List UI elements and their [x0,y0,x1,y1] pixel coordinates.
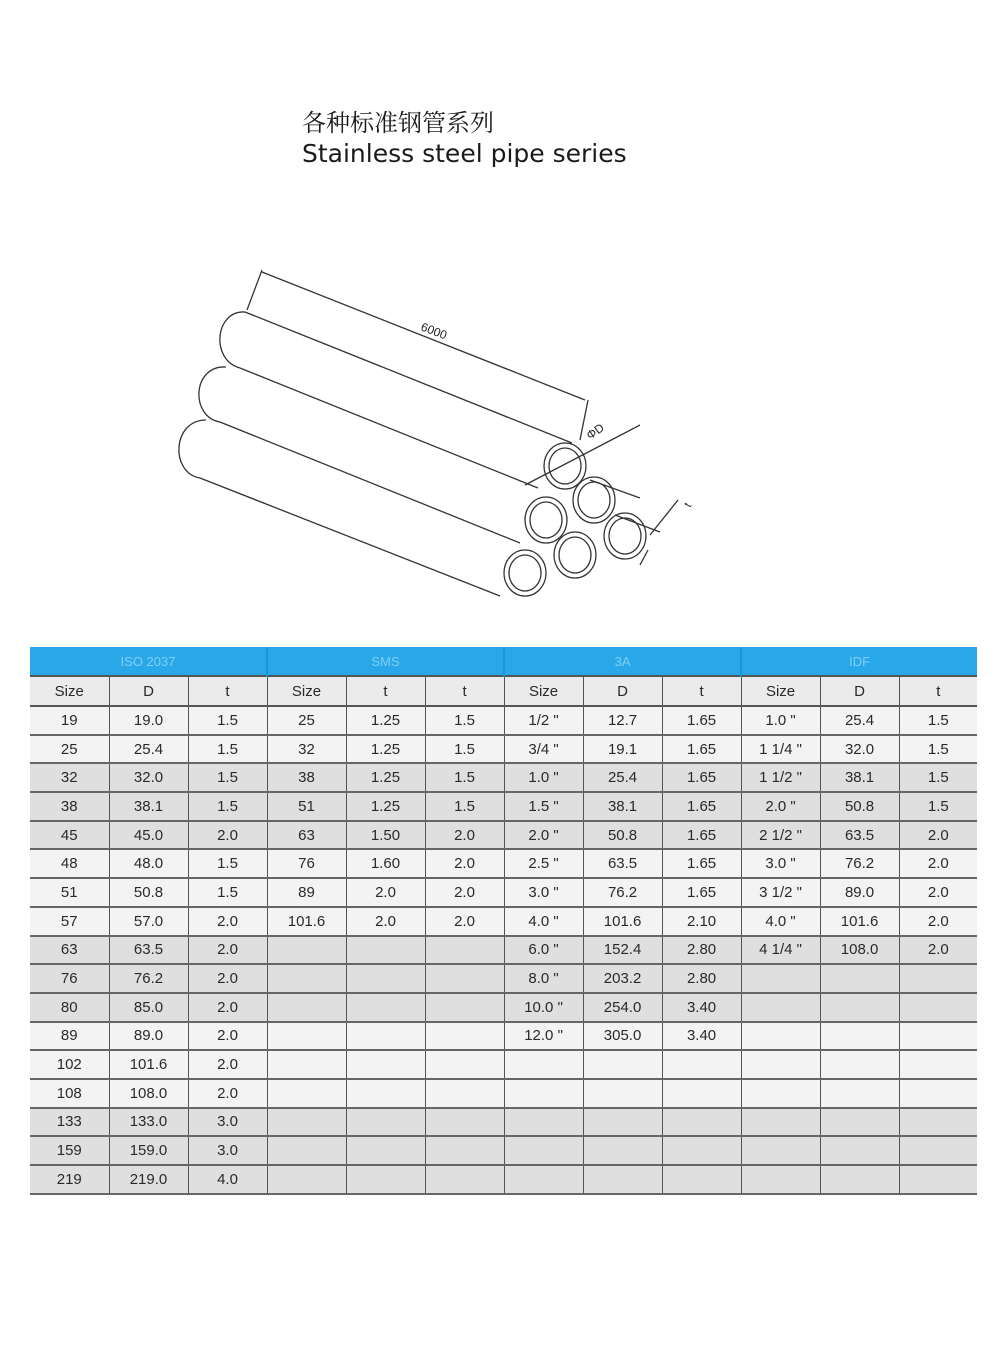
table-cell: 48.0 [109,849,188,878]
table-cell: 1.5 [188,763,267,792]
table-row [30,907,977,936]
table-cell: 50.8 [583,821,662,850]
table-cell: 3/4 " [504,735,583,764]
table-cell: 108.0 [820,936,899,965]
table-cell: 2.80 [662,936,741,965]
table-cell: 63 [267,821,346,850]
table-cell [820,964,899,993]
table-cell: 89.0 [820,878,899,907]
table-cell [504,1079,583,1108]
group-iso-2037: ISO 2037 [30,647,267,676]
table-cell: 159 [30,1136,109,1165]
table-cell [741,1136,820,1165]
table-cell: 1.65 [662,792,741,821]
table-cell [899,964,977,993]
table-cell [899,1136,977,1165]
table-cell: 2.0 [899,907,977,936]
table-row [30,1079,977,1108]
table-cell [741,1165,820,1194]
table-cell: 2.0 [188,993,267,1022]
table-cell: 1.5 [899,706,977,735]
table-row [30,792,977,821]
table-cell: 38 [267,763,346,792]
table-cell: 89 [30,1022,109,1051]
table-cell: 219 [30,1165,109,1194]
table-cell: 1 1/2 " [741,763,820,792]
table-cell: 63.5 [109,936,188,965]
table-cell: 1/2 " [504,706,583,735]
table-cell: 63.5 [583,849,662,878]
column-header: D [583,676,662,706]
table-cell: 25.4 [109,735,188,764]
table-cell: 1.5 [188,792,267,821]
table-cell: 2.0 [899,936,977,965]
table-row [30,706,977,735]
table-cell [267,1079,346,1108]
table-cell: 4 1/4 " [741,936,820,965]
table-cell: 1.5 [425,763,504,792]
table-cell: 76 [267,849,346,878]
table-cell: 1.25 [346,792,425,821]
table-cell [504,1108,583,1137]
table-cell: 1.5 [425,706,504,735]
table-cell: 2.0 [346,907,425,936]
table-cell [583,1079,662,1108]
table-cell: 108 [30,1079,109,1108]
table-cell [346,993,425,1022]
table-cell [267,1050,346,1079]
table-cell [820,1079,899,1108]
table-cell: 2.0 [188,1050,267,1079]
table-cell [741,1108,820,1137]
column-header: t [662,676,741,706]
table-cell: 57 [30,907,109,936]
table-cell: 1.65 [662,878,741,907]
table-cell: 152.4 [583,936,662,965]
table-cell [662,1165,741,1194]
table-cell: 2.10 [662,907,741,936]
table-cell [583,1108,662,1137]
table-row [30,1022,977,1051]
group-3a: 3A [504,647,741,676]
table-cell [267,1165,346,1194]
table-cell: 25 [267,706,346,735]
column-header: Size [504,676,583,706]
table-cell [741,1079,820,1108]
column-header: Size [30,676,109,706]
table-cell: 2.0 [425,878,504,907]
table-row [30,821,977,850]
table-cell: 89 [267,878,346,907]
table-cell [425,1165,504,1194]
table-cell: 305.0 [583,1022,662,1051]
title-chinese: 各种标准钢管系列 [302,109,494,137]
title-english: Stainless steel pipe series [302,139,627,168]
table-cell [820,1022,899,1051]
table-cell [741,1022,820,1051]
table-cell: 133.0 [109,1108,188,1137]
table-cell [820,1136,899,1165]
table-cell: 2.0 [188,964,267,993]
table-row [30,964,977,993]
table-cell: 1.65 [662,706,741,735]
table-cell [662,1136,741,1165]
table-cell [267,1136,346,1165]
table-cell: 3.40 [662,993,741,1022]
table-cell: 203.2 [583,964,662,993]
table-cell: 1.5 [188,706,267,735]
table-cell [820,1108,899,1137]
table-cell: 1.60 [346,849,425,878]
table-cell: 1.0 " [741,706,820,735]
table-cell: 63.5 [820,821,899,850]
table-cell [425,964,504,993]
table-cell: 10.0 " [504,993,583,1022]
table-row [30,763,977,792]
table-cell: 3.0 " [741,849,820,878]
table-cell: 25 [30,735,109,764]
table-cell: 32.0 [109,763,188,792]
table-cell [425,1108,504,1137]
table-cell [662,1079,741,1108]
table-row [30,1165,977,1194]
table-cell: 1.5 [188,878,267,907]
table-cell [899,1050,977,1079]
table-cell: 2.0 [899,849,977,878]
table-cell: 2.0 [346,878,425,907]
table-cell: 3.0 [188,1136,267,1165]
pipe-spec-table [30,647,977,1195]
table-cell [425,936,504,965]
table-cell: 101.6 [820,907,899,936]
table-cell: 1.5 [899,763,977,792]
table-cell: 1.5 [899,735,977,764]
column-header: t [188,676,267,706]
table-row [30,849,977,878]
length-label: 6000 [418,319,449,343]
table-cell [662,1050,741,1079]
table-cell [504,1165,583,1194]
table-cell: 32 [30,763,109,792]
table-cell [267,1022,346,1051]
table-row [30,936,977,965]
table-cell: 32.0 [820,735,899,764]
table-cell: 1.65 [662,821,741,850]
pipe-stack-diagram [170,260,730,610]
column-header: Size [267,676,346,706]
column-header: t [425,676,504,706]
table-cell: 25.4 [820,706,899,735]
table-cell [346,1050,425,1079]
column-header: D [820,676,899,706]
table-row [30,878,977,907]
table-cell: 2.0 [188,907,267,936]
table-cell: 6.0 " [504,936,583,965]
table-cell [820,993,899,1022]
table-cell: 1.0 " [504,763,583,792]
table-cell: 76.2 [583,878,662,907]
table-cell: 1.65 [662,849,741,878]
table-cell: 51 [267,792,346,821]
table-cell [267,993,346,1022]
table-cell: 254.0 [583,993,662,1022]
table-cell: 1.65 [662,735,741,764]
table-cell: 76.2 [820,849,899,878]
table-cell [741,964,820,993]
table-cell [899,1022,977,1051]
table-cell: 12.7 [583,706,662,735]
table-cell: 3.40 [662,1022,741,1051]
table-cell: 2.0 [425,907,504,936]
table-cell [346,1108,425,1137]
table-cell [267,964,346,993]
table-cell: 1.5 " [504,792,583,821]
table-cell [346,1136,425,1165]
table-cell: 45 [30,821,109,850]
table-cell: 51 [30,878,109,907]
table-cell: 4.0 " [504,907,583,936]
table-cell [346,936,425,965]
table-cell: 219.0 [109,1165,188,1194]
table-cell: 2 1/2 " [741,821,820,850]
column-header: Size [741,676,820,706]
table-cell [899,1165,977,1194]
table-cell: 2.0 " [741,792,820,821]
table-cell: 2.0 [188,821,267,850]
table-cell: 1.25 [346,735,425,764]
table-cell [504,1136,583,1165]
thickness-label: t [682,500,695,510]
table-row [30,1108,977,1137]
column-header-row [30,676,977,706]
table-cell: 19.0 [109,706,188,735]
table-cell: 19 [30,706,109,735]
table-row [30,1136,977,1165]
table-cell: 57.0 [109,907,188,936]
table-cell: 32 [267,735,346,764]
table-cell: 2.0 [425,821,504,850]
table-row [30,735,977,764]
table-cell [741,993,820,1022]
table-cell [267,936,346,965]
table-cell: 48 [30,849,109,878]
table-cell: 4.0 " [741,907,820,936]
table-cell: 2.0 [899,878,977,907]
table-cell: 4.0 [188,1165,267,1194]
table-cell [425,1136,504,1165]
table-cell [425,1022,504,1051]
table-cell: 1.5 [425,735,504,764]
column-header: D [109,676,188,706]
table-cell: 25.4 [583,763,662,792]
table-cell: 101.6 [583,907,662,936]
table-cell: 1.5 [899,792,977,821]
table-cell: 8.0 " [504,964,583,993]
table-cell: 2.5 " [504,849,583,878]
table-cell: 1.25 [346,706,425,735]
table-row [30,993,977,1022]
table-cell: 3 1/2 " [741,878,820,907]
table-cell: 101.6 [109,1050,188,1079]
table-cell: 102 [30,1050,109,1079]
table-cell: 76.2 [109,964,188,993]
table-cell [425,1079,504,1108]
table-cell: 38.1 [820,763,899,792]
table-cell: 12.0 " [504,1022,583,1051]
table-cell [583,1136,662,1165]
table-cell: 63 [30,936,109,965]
table-cell: 80 [30,993,109,1022]
table-cell [425,993,504,1022]
table-cell: 2.0 [425,849,504,878]
table-cell: 1.25 [346,763,425,792]
table-cell [346,1022,425,1051]
diameter-label: ΦD [583,420,607,443]
table-cell: 108.0 [109,1079,188,1108]
table-cell: 45.0 [109,821,188,850]
table-cell: 1.5 [188,735,267,764]
table-cell [899,993,977,1022]
table-cell [820,1165,899,1194]
table-cell [662,1108,741,1137]
table-cell [504,1050,583,1079]
table-cell: 76 [30,964,109,993]
table-cell: 85.0 [109,993,188,1022]
table-cell [820,1050,899,1079]
table-cell: 101.6 [267,907,346,936]
table-cell: 2.0 [188,936,267,965]
table-cell [346,964,425,993]
table-cell: 133 [30,1108,109,1137]
table-cell [346,1079,425,1108]
table-cell [583,1165,662,1194]
column-header: t [346,676,425,706]
table-cell: 38 [30,792,109,821]
table-cell [425,1050,504,1079]
table-cell: 159.0 [109,1136,188,1165]
table-cell: 2.0 [188,1079,267,1108]
table-cell [741,1050,820,1079]
table-cell: 19.1 [583,735,662,764]
table-cell: 1.5 [188,849,267,878]
table-cell [899,1108,977,1137]
group-sms: SMS [267,647,504,676]
table-cell [267,1108,346,1137]
table-cell: 38.1 [583,792,662,821]
table-row [30,1050,977,1079]
table-cell: 50.8 [109,878,188,907]
table-cell: 89.0 [109,1022,188,1051]
table-cell: 2.0 [188,1022,267,1051]
table-cell: 1 1/4 " [741,735,820,764]
table-cell [346,1165,425,1194]
table-cell: 50.8 [820,792,899,821]
table-cell [583,1050,662,1079]
table-cell: 2.80 [662,964,741,993]
table-cell: 3.0 [188,1108,267,1137]
table-cell: 2.0 [899,821,977,850]
table-cell: 1.65 [662,763,741,792]
table-cell: 2.0 " [504,821,583,850]
column-header: t [899,676,977,706]
table-cell [899,1079,977,1108]
group-idf: IDF [741,647,977,676]
table-cell: 1.5 [425,792,504,821]
table-cell: 3.0 " [504,878,583,907]
table-cell: 1.50 [346,821,425,850]
standard-group-header [30,647,977,676]
page-title [302,108,627,170]
table-cell: 38.1 [109,792,188,821]
